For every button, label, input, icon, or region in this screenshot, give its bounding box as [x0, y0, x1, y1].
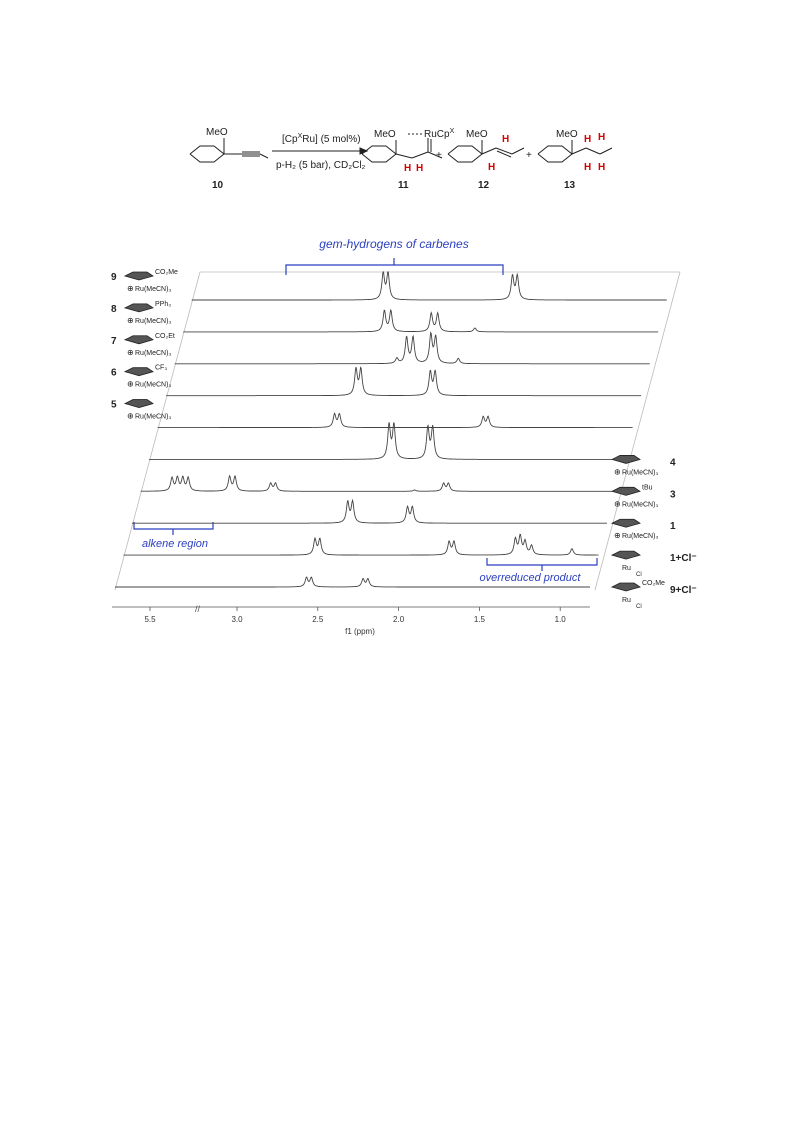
catalyst-substituent: CO₂Me — [155, 269, 178, 276]
axis-tick-label: 3.0 — [231, 615, 243, 624]
catalyst-number: 1 — [670, 521, 676, 533]
catalyst-metal-fragment: Ru — [622, 565, 631, 573]
cyclopentadienyl-icon — [612, 455, 640, 463]
catalyst-label-9-Cl- — [612, 580, 697, 610]
compound-number-10: 10 — [212, 180, 224, 191]
catalyst-substituent: tBu — [642, 484, 653, 492]
stacked-nmr-spectra — [0, 225, 793, 655]
ru-label-11-text: RuCp — [424, 129, 450, 140]
catalyst-label-8 — [111, 301, 171, 325]
cationic-charge-icon: ⊕ — [127, 411, 134, 421]
reaction-scheme — [0, 0, 793, 215]
methoxy-label-12: MeO — [466, 129, 488, 140]
cationic-charge-icon: ⊕ — [614, 467, 621, 477]
methoxy-label-10: MeO — [206, 127, 228, 138]
cyclopentadienyl-icon — [612, 519, 640, 527]
nmr-trace-9 — [192, 271, 667, 300]
overreduced-annotation: overreduced product — [479, 572, 581, 584]
catalyst-substituent: CF₃ — [155, 364, 168, 372]
catalyst-number: 4 — [670, 457, 676, 469]
axis-tick-label: 1.0 — [554, 615, 566, 624]
nmr-trace-8 — [183, 310, 658, 332]
reaction-arrow — [272, 148, 367, 154]
catalyst-label-3 — [612, 484, 676, 508]
catalyst-number: 7 — [111, 335, 117, 347]
h-label-13a: H — [584, 134, 592, 145]
nmr-trace-7 — [175, 333, 650, 364]
cationic-charge-icon: ⊕ — [127, 379, 134, 389]
catalyst-metal-fragment: Ru(MeCN)₃ — [135, 349, 172, 357]
catalyst-metal-fragment: Ru — [622, 597, 631, 604]
methoxy-label-11: MeO — [374, 129, 396, 140]
cyclopentadienyl-icon — [612, 551, 640, 559]
catalyst-substituent: CO₂Me — [642, 580, 665, 587]
cationic-charge-icon: ⊕ — [127, 315, 134, 325]
gem-hydrogens-bracket — [286, 258, 503, 275]
catalyst-number: 6 — [111, 367, 117, 379]
catalyst-metal-fragment: Ru(MeCN)₃ — [135, 413, 172, 421]
cyclopentadienyl-icon — [125, 400, 153, 408]
ru-label-11-sup: X — [449, 128, 455, 135]
compound-number-11: 11 — [398, 180, 409, 191]
h-label-11b: H — [416, 163, 424, 174]
axis-label: f1 (ppm) — [345, 627, 375, 636]
catalyst-label-7 — [111, 333, 175, 357]
h-label-13c: H — [584, 162, 592, 173]
plus-sign-2: + — [526, 150, 532, 161]
catalyst-label-sup: X — [297, 133, 303, 140]
catalyst-metal-fragment: Ru(MeCN)₃ — [622, 501, 659, 509]
catalyst-label-9 — [111, 269, 178, 293]
nmr-trace-1 — [132, 500, 607, 523]
catalyst-label-1 — [612, 519, 676, 540]
nmr-trace-6 — [166, 367, 641, 396]
catalyst-metal-fragment: Ru(MeCN)₃ — [622, 469, 659, 477]
h-label-11a: H — [404, 163, 412, 174]
axis-break-mark: // — [195, 604, 201, 614]
nmr-trace-5 — [158, 413, 633, 427]
catalyst-metal-fragment: Ru(MeCN)₃ — [622, 533, 659, 541]
axis-tick-label: 2.5 — [312, 615, 324, 624]
ppm-axis — [112, 604, 590, 636]
catalyst-label-1-Cl- — [612, 551, 697, 578]
catalyst-number: 9+Cl⁻ — [670, 585, 697, 596]
catalyst-substituent: CO₂Et — [155, 332, 175, 340]
catalyst-label-5 — [111, 400, 171, 421]
catalyst-labels — [111, 269, 697, 610]
cyclopentadienyl-icon — [612, 583, 640, 591]
catalyst-ligand: Cl — [636, 604, 642, 610]
compound-number-13: 13 — [564, 180, 576, 191]
catalyst-metal-fragment: Ru(MeCN)₃ — [135, 317, 172, 325]
axis-tick-label: 2.0 — [393, 615, 405, 624]
catalyst-label-6 — [111, 365, 171, 389]
axis-tick-label: 5.5 — [144, 615, 156, 624]
compound-12-structure — [448, 140, 524, 162]
compound-10-structure — [190, 138, 268, 162]
h-label-13b: H — [598, 132, 606, 143]
nmr-trace-3 — [141, 476, 616, 492]
ru-label-11 — [424, 128, 455, 140]
catalyst-metal-fragment: Ru(MeCN)₃ — [135, 381, 172, 389]
overreduced-bracket — [487, 558, 597, 571]
cationic-charge-icon: ⊕ — [127, 347, 134, 357]
h-label-12a: H — [502, 134, 510, 145]
catalyst-number: 1+Cl⁻ — [670, 553, 697, 565]
methoxy-label-13: MeO — [556, 129, 578, 140]
catalyst-ligand: Cl — [636, 572, 642, 579]
axis-tick-label: 1.5 — [473, 615, 485, 624]
alkene-region-bracket — [134, 522, 213, 535]
gem-hydrogens-annotation: gem-hydrogens of carbenes — [319, 237, 469, 251]
reaction-conditions: p-H₂ (5 bar), CD₂Cl₂ — [276, 160, 366, 171]
cyclopentadienyl-icon — [125, 304, 153, 312]
cyclopentadienyl-icon — [125, 368, 153, 376]
cationic-charge-icon: ⊕ — [614, 531, 621, 541]
axis-ticks — [144, 607, 566, 624]
plus-sign-1: + — [436, 150, 442, 161]
catalyst-number: 5 — [111, 399, 117, 411]
cationic-charge-icon: ⊕ — [127, 284, 134, 293]
alkene-region-annotation: alkene region — [141, 538, 209, 550]
cyclopentadienyl-icon — [612, 487, 640, 495]
h-label-12b: H — [488, 162, 496, 173]
catalyst-label — [282, 133, 361, 145]
catalyst-substituent: PPh₃ — [155, 300, 172, 308]
cyclopentadienyl-icon — [125, 336, 153, 344]
h-label-13d: H — [598, 162, 606, 173]
cyclopentadienyl-icon — [125, 272, 153, 280]
catalyst-label-4 — [612, 455, 676, 476]
catalyst-label-end: Ru] (5 mol%) — [302, 134, 361, 145]
catalyst-label-start: [Cp — [282, 134, 298, 145]
catalyst-metal-fragment: Ru(MeCN)₃ — [135, 286, 172, 293]
cationic-charge-icon: ⊕ — [614, 499, 621, 509]
catalyst-number: 9 — [111, 272, 117, 283]
compound-number-12: 12 — [478, 180, 490, 191]
catalyst-number: 3 — [670, 489, 676, 501]
compound-13-structure — [538, 140, 612, 162]
catalyst-number: 8 — [111, 303, 117, 315]
